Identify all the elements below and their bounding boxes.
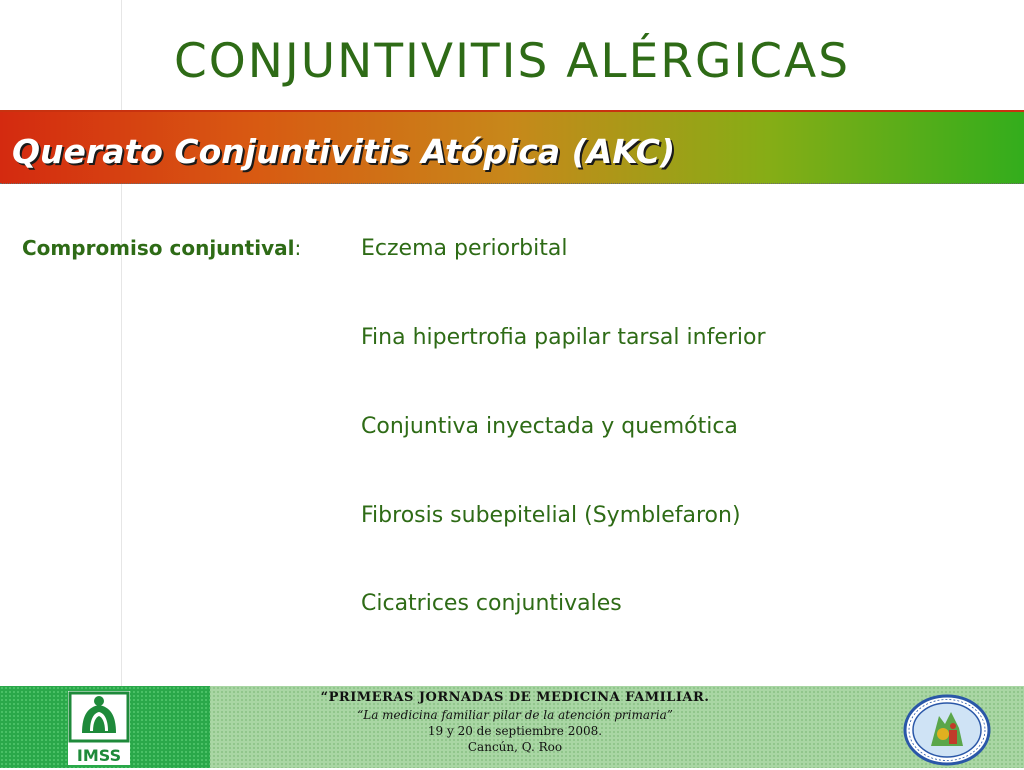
footer-line-1: “PRIMERAS JORNADAS DE MEDICINA FAMILIAR. bbox=[320, 690, 710, 705]
footer-event-info bbox=[300, 688, 730, 755]
slide-subtitle: Querato Conjuntivitis Atópica (AKC) bbox=[12, 132, 676, 171]
list-item: Conjuntiva inyectada y quemótica bbox=[361, 414, 738, 439]
imss-logo-text: IMSS bbox=[76, 746, 122, 765]
footer-line-3: 19 y 20 de septiembre 2008. bbox=[427, 724, 603, 738]
list-item: Fina hipertrofia papilar tarsal inferior bbox=[361, 325, 766, 350]
list-item: Fibrosis subepitelial (Symblefaron) bbox=[361, 503, 741, 528]
footer bbox=[0, 686, 1024, 768]
imss-logo-icon bbox=[68, 691, 130, 765]
section-label-text: Compromiso conjuntival bbox=[22, 236, 295, 260]
list-item: Cicatrices conjuntivales bbox=[361, 591, 622, 616]
list-item: Eczema periorbital bbox=[361, 236, 568, 261]
slide-title: CONJUNTIVITIS ALÉRGICAS bbox=[173, 34, 851, 89]
guide-line bbox=[121, 0, 122, 686]
seal-logo-icon bbox=[903, 694, 991, 770]
footer-line-2: “La medicina familiar pilar de la atención primaria” bbox=[357, 708, 673, 722]
section-label-separator: : bbox=[294, 236, 302, 260]
section-label bbox=[22, 236, 301, 260]
footer-logo-panel bbox=[0, 686, 210, 768]
footer-line-4: Cancún, Q. Roo bbox=[467, 740, 563, 754]
